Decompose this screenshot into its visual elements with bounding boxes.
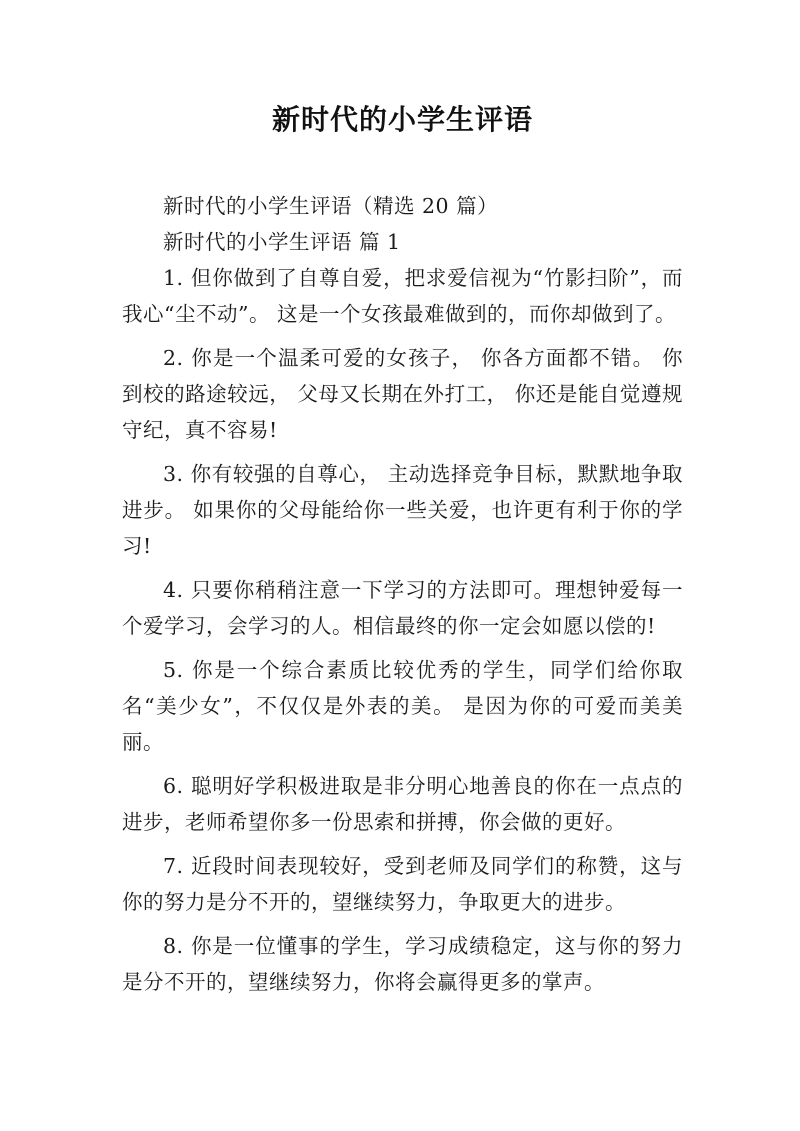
- comment-paragraph: 1. 但你做到了自尊自爱，把求爱信视为“竹影扫阶”，而我心“尘不动”。 这是一个女孩最难做到的，而你却做到了。: [122, 266, 683, 326]
- comment-paragraph: 5. 你是一个综合素质比较优秀的学生，同学们给你取名“美少女”，不仅仅是外表的美。 是因为你的可爱而美美丽。: [122, 658, 683, 754]
- comment-paragraph: 8. 你是一位懂事的学生，学习成绩稳定，这与你的努力是分不开的，望继续努力，你将会赢得更多的掌声。: [122, 934, 683, 994]
- document-subtitle: 新时代的小学生评语（精选 20 篇）: [163, 194, 499, 218]
- comment-paragraph: 4. 只要你稍稍注意一下学习的方法即可。理想钟爱每一个爱学习，会学习的人。相信最终的你一定会如愿以偿的!: [122, 578, 683, 638]
- comment-paragraph: 6. 聪明好学积极进取是非分明心地善良的你在一点点的进步，老师希望你多一份思索和拼搏，你会做的更好。: [122, 774, 683, 834]
- document-body: [122, 188, 683, 1000]
- comment-paragraph: 3. 你有较强的自尊心， 主动选择竞争目标，默默地争取进步。 如果你的父母能给你一些关爱，也许更有利于你的学习!: [122, 462, 683, 558]
- section-heading: 新时代的小学生评语 篇 1: [163, 230, 401, 254]
- comment-paragraph: 7. 近段时间表现较好，受到老师及同学们的称赞，这与你的努力是分不开的，望继续努力，争取更大的进步。: [122, 854, 683, 914]
- document-title: 新时代的小学生评语: [271, 103, 533, 136]
- comment-paragraph: 2. 你是一个温柔可爱的女孩子， 你各方面都不错。 你到校的路途较远， 父母又长期在外打工， 你还是能自觉遵规守纪，真不容易!: [122, 346, 683, 442]
